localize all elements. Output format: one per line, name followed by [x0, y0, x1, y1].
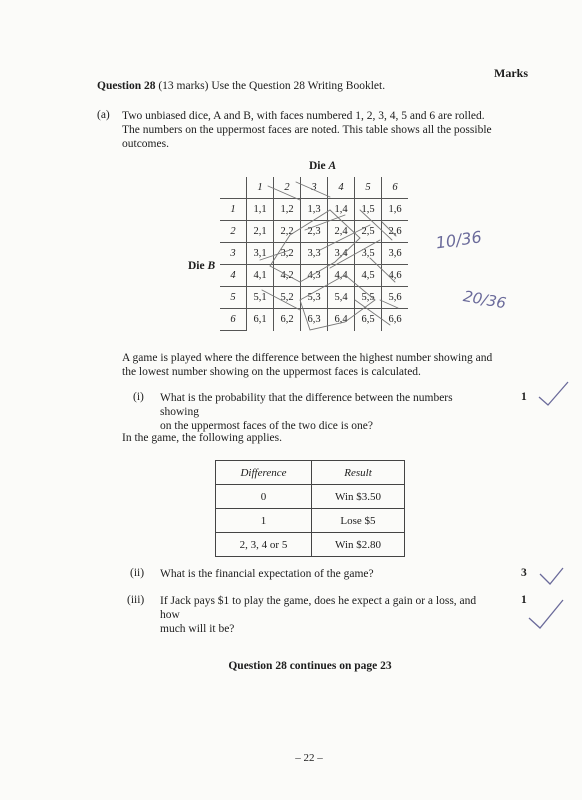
outcome-cell: 4,1	[247, 265, 274, 287]
outcome-cell: 2,1	[247, 221, 274, 243]
difference-cell: 2, 3, 4 or 5	[216, 533, 312, 557]
result-cell: Win $2.80	[312, 533, 405, 557]
outcome-cell: 1,6	[382, 199, 409, 221]
difference-column-header: Difference	[216, 461, 312, 485]
part-i-line-1: What is the probability that the difference between the numbers showing	[160, 392, 453, 418]
outcome-cell: 6,4	[328, 309, 355, 331]
die-a-label: Die A	[309, 160, 337, 172]
outcome-cell: 3,1	[247, 243, 274, 265]
outcome-cell: 4,5	[355, 265, 382, 287]
outcome-cell: 5,2	[274, 287, 301, 309]
svg-text:10/36: 10/36	[434, 227, 483, 253]
checkmark-icon	[539, 382, 568, 405]
outcome-cell: 5,4	[328, 287, 355, 309]
die-b-row-header: 6	[220, 309, 247, 331]
difference-cell: 1	[216, 509, 312, 533]
outcome-cell: 1,3	[301, 199, 328, 221]
part-iii-marks: 1	[521, 594, 527, 606]
part-i-label: (i)	[133, 391, 144, 403]
outcome-cell: 4,4	[328, 265, 355, 287]
part-ii-label: (ii)	[130, 567, 145, 579]
die-a-column-header: 2	[274, 177, 301, 199]
result-column-header: Result	[312, 461, 405, 485]
outcome-cell: 6,3	[301, 309, 328, 331]
svg-text:20/36: 20/36	[461, 287, 508, 313]
checkmark-icon	[540, 568, 563, 584]
outcome-cell: 5,5	[355, 287, 382, 309]
applies-text: In the game, the following applies.	[122, 432, 283, 444]
outcome-cell: 2,2	[274, 221, 301, 243]
outcome-cell: 3,5	[355, 243, 382, 265]
outcome-cell: 5,1	[247, 287, 274, 309]
marks-column-header: Marks	[494, 66, 528, 80]
outcome-cell: 1,2	[274, 199, 301, 221]
outcome-cell: 2,6	[382, 221, 409, 243]
part-i-marks: 1	[521, 391, 527, 403]
handwritten-fraction-2	[462, 287, 508, 312]
outcome-cell: 1,1	[247, 199, 274, 221]
continues-note: Question 28 continues on page 23	[228, 660, 392, 672]
outcome-cell: 6,2	[274, 309, 301, 331]
outcome-cell: 1,5	[355, 199, 382, 221]
part-a-line-3: outcomes.	[122, 138, 169, 150]
die-b-label: Die B	[188, 260, 216, 272]
outcome-cell: 6,6	[382, 309, 409, 331]
outcome-cell: 2,3	[301, 221, 328, 243]
grader-pencil-scribbles	[260, 182, 398, 330]
page-number: – 22 –	[295, 752, 323, 764]
outcome-cell: 4,3	[301, 265, 328, 287]
outcome-cell: 3,4	[328, 243, 355, 265]
outcome-cell: 6,5	[355, 309, 382, 331]
outcome-cell: 5,6	[382, 287, 409, 309]
die-a-column-header: 5	[355, 177, 382, 199]
outcome-cell: 1,4	[328, 199, 355, 221]
game-intro-line-2: the lowest number showing on the uppermost faces is calculated.	[122, 366, 421, 378]
checkmark-icon	[529, 600, 563, 628]
die-a-column-header: 4	[328, 177, 355, 199]
outcome-cell: 2,5	[355, 221, 382, 243]
die-b-row-header: 4	[220, 265, 247, 287]
die-a-column-header: 3	[301, 177, 328, 199]
part-i-line-2: on the uppermost faces of the two dice is one?	[160, 420, 374, 432]
part-ii-marks: 3	[521, 567, 527, 579]
die-b-row-header: 2	[220, 221, 247, 243]
part-a-line-2: The numbers on the uppermost faces are noted. This table shows all the possible	[122, 124, 492, 136]
die-a-column-header: 1	[247, 177, 274, 199]
outcome-cell: 3,2	[274, 243, 301, 265]
part-a-line-1: Two unbiased dice, A and B, with faces numbered 1, 2, 3, 4, 5 and 6 are rolled.	[122, 110, 485, 122]
outcome-cell: 4,6	[382, 265, 409, 287]
part-a-label: (a)	[97, 109, 110, 121]
outcome-cell: 3,3	[301, 243, 328, 265]
difference-cell: 0	[216, 485, 312, 509]
handwritten-fraction-1	[435, 227, 483, 252]
die-a-column-header: 6	[382, 177, 409, 199]
question-instructions: (13 marks) Use the Question 28 Writing Booklet.	[155, 80, 386, 92]
part-ii-question: What is the financial expectation of the game?	[160, 568, 374, 580]
outcome-cell: 2,4	[328, 221, 355, 243]
part-iii-label: (iii)	[127, 594, 145, 606]
game-intro-line-1: A game is played where the difference between the highest number showing and	[122, 352, 493, 364]
question-number: Question 28	[97, 80, 156, 92]
outcome-cell: 5,3	[301, 287, 328, 309]
outcome-cell: 3,6	[382, 243, 409, 265]
outcome-cell: 6,1	[247, 309, 274, 331]
outcome-cell: 4,2	[274, 265, 301, 287]
die-b-row-header: 5	[220, 287, 247, 309]
result-cell: Win $3.50	[312, 485, 405, 509]
result-cell: Lose $5	[312, 509, 405, 533]
part-iii-line-2: much will it be?	[160, 623, 235, 635]
die-b-row-header: 3	[220, 243, 247, 265]
part-iii-line-1: If Jack pays $1 to play the game, does he expect a gain or a loss, and how	[160, 595, 477, 621]
die-b-row-header: 1	[220, 199, 247, 221]
